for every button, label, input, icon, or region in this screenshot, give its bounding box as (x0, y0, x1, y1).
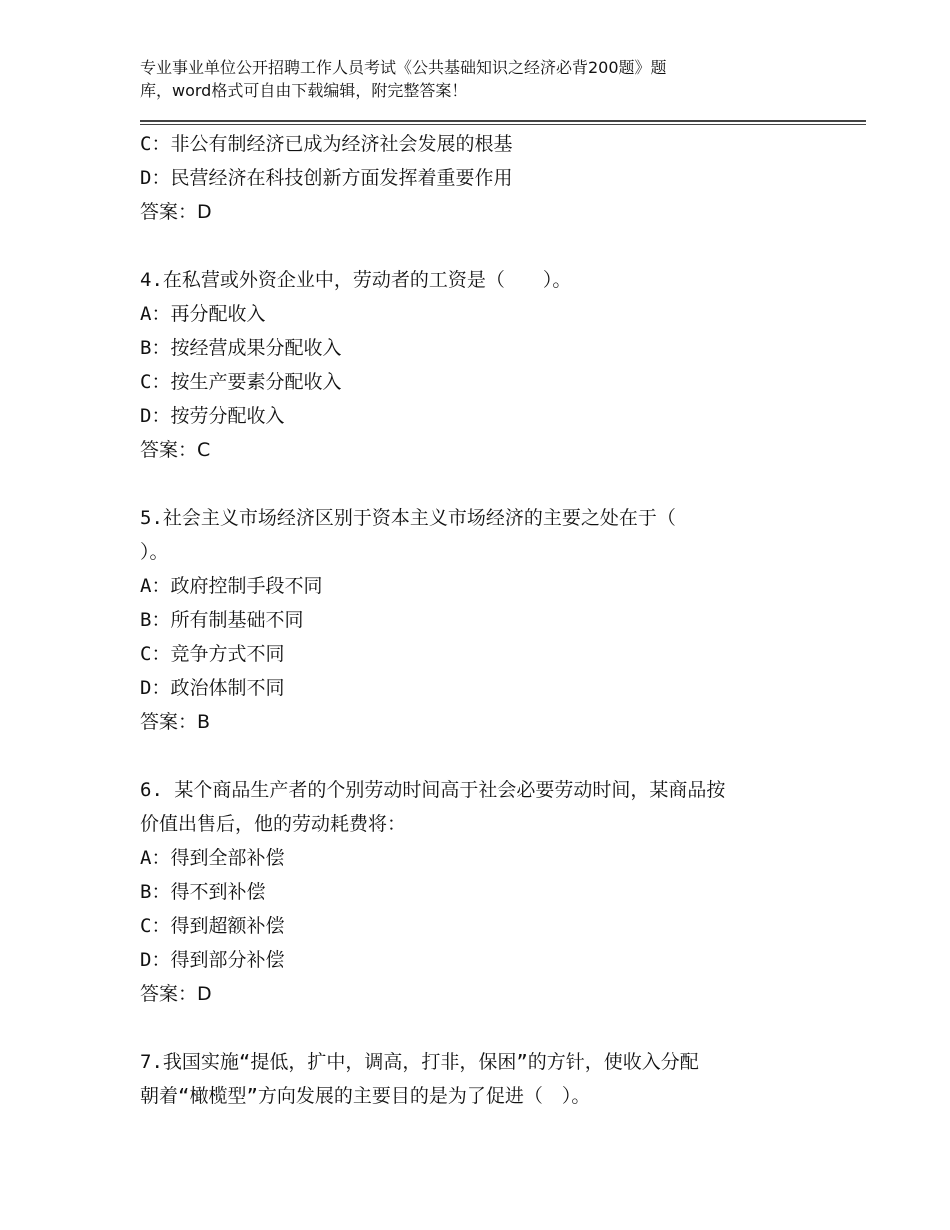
header-line-2: 库，word格式可自由下载编辑，附完整答案！ (140, 81, 468, 100)
option-c: C：竞争方式不同 (140, 643, 285, 665)
document-header (140, 56, 780, 102)
question-4-stem: 4.在私营或外资企业中，劳动者的工资是（ ）。 (140, 269, 572, 291)
question-7-stem-cont: 朝着“橄榄型”方向发展的主要目的是为了促进（ ）。 (140, 1085, 591, 1107)
answer-line: 答案：D (140, 983, 212, 1005)
question-5-stem: 5.社会主义市场经济区别于资本主义市场经济的主要之处在于（ (140, 507, 676, 529)
option-a: A：再分配收入 (140, 303, 266, 325)
option-d: D：按劳分配收入 (140, 405, 285, 427)
option-a: A：得到全部补偿 (140, 847, 285, 869)
option-d: D：政治体制不同 (140, 677, 285, 699)
option-a: A：政府控制手段不同 (140, 575, 323, 597)
header-line-1: 专业事业单位公开招聘工作人员考试《公共基础知识之经济必背200题》题 (140, 58, 667, 77)
header-rule-thin (140, 124, 866, 125)
option-b: B：按经营成果分配收入 (140, 337, 342, 359)
option-b: B：得不到补偿 (140, 881, 266, 903)
option-c: C：非公有制经济已成为经济社会发展的根基 (140, 133, 513, 155)
answer-line: 答案：B (140, 711, 211, 733)
option-c: C：得到超额补偿 (140, 915, 285, 937)
option-d: D：得到部分补偿 (140, 949, 285, 971)
question-5-stem-cont: ）。 (140, 541, 169, 563)
option-d: D：民营经济在科技创新方面发挥着重要作用 (140, 167, 513, 189)
option-c: C：按生产要素分配收入 (140, 371, 342, 393)
question-6-stem: 6. 某个商品生产者的个别劳动时间高于社会必要劳动时间，某商品按 (140, 779, 726, 801)
question-6-stem-cont: 价值出售后，他的劳动耗费将： (140, 813, 407, 835)
option-b: B：所有制基础不同 (140, 609, 304, 631)
answer-line: 答案：D (140, 201, 212, 223)
question-7-stem: 7.我国实施“提低，扩中，调高，打非，保困”的方针，使收入分配 (140, 1051, 699, 1073)
question-content (140, 127, 830, 1113)
header-rule-thick (140, 120, 866, 122)
answer-line: 答案：C (140, 439, 211, 461)
